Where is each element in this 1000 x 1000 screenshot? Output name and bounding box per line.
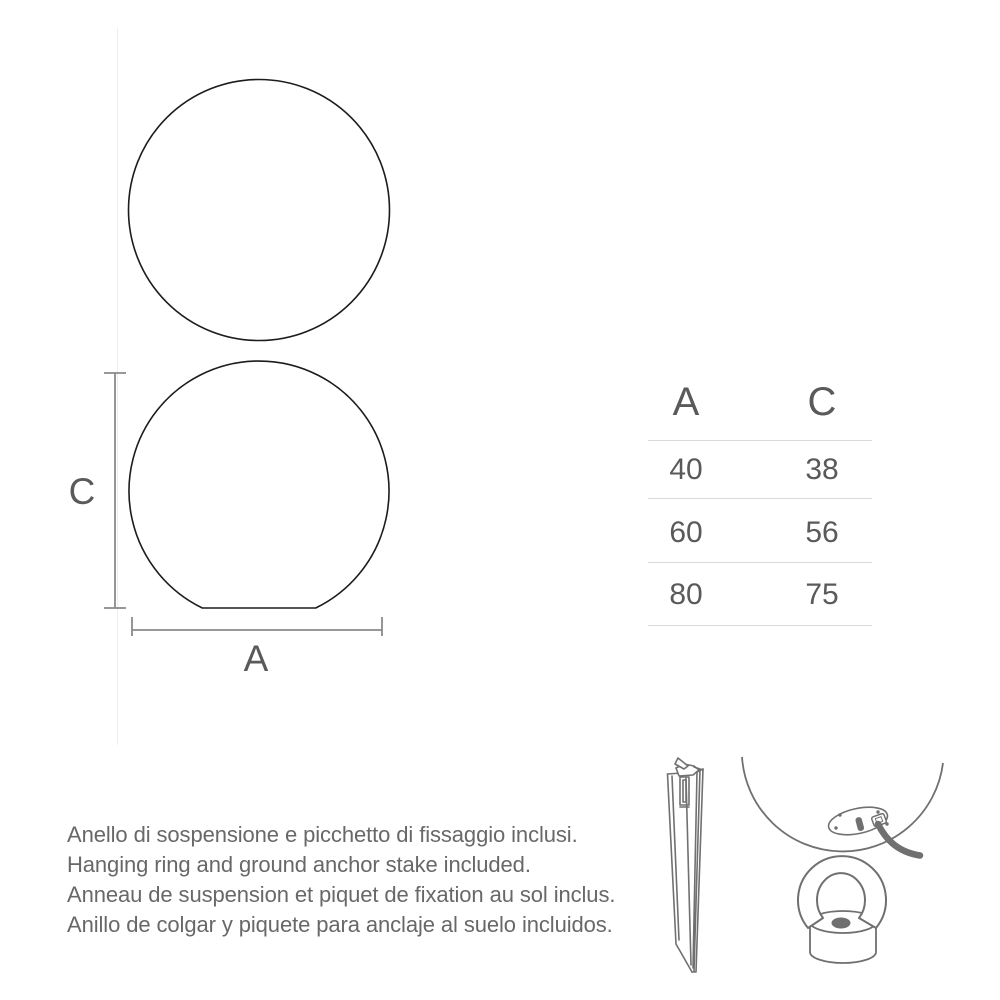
note-line-it: Anello di sospensione e picchetto di fissaggio inclusi. — [67, 822, 578, 847]
table-row — [648, 448, 872, 492]
hanging-ring-icon — [798, 856, 886, 963]
screw-dot — [876, 810, 879, 813]
value-c: 75 — [805, 578, 839, 611]
value-a: 40 — [669, 453, 703, 486]
value-a: 60 — [669, 516, 703, 549]
sphere-top-outline — [129, 80, 390, 341]
table-rule — [648, 498, 872, 499]
ring-base-hole — [832, 918, 851, 929]
accessory-drawings — [640, 740, 980, 990]
size-table-header — [648, 380, 872, 424]
table-rule — [648, 440, 872, 441]
dimension-label-c: C — [68, 471, 96, 512]
note-line-es: Anillo de colgar y piquete para anclaje al suelo incluidos. — [67, 912, 613, 937]
size-table — [648, 378, 872, 628]
sphere-dimension-diagram — [0, 0, 420, 700]
dimension-label-a: A — [243, 638, 269, 679]
included-accessories-notes — [67, 820, 615, 940]
screw-dot — [834, 826, 837, 829]
sphere-bottom-outline — [129, 361, 389, 608]
table-rule — [648, 562, 872, 563]
power-cable — [878, 824, 920, 856]
screw-dot — [838, 813, 841, 816]
dimension-line-a — [132, 617, 382, 636]
table-rule — [648, 625, 872, 626]
sphere-base-cable-icon — [742, 757, 943, 856]
sphere-bottom-arc — [742, 757, 943, 851]
value-c: 56 — [805, 516, 839, 549]
value-c: 38 — [805, 453, 839, 486]
size-table-header-a: A — [672, 380, 700, 424]
table-row — [648, 573, 872, 617]
note-line-fr: Anneau de suspension et piquet de fixation au sol inclus. — [67, 882, 616, 907]
dimension-line-c — [104, 373, 126, 608]
note-line-en: Hanging ring and ground anchor stake included. — [67, 852, 531, 877]
value-a: 80 — [669, 578, 703, 611]
size-table-header-c: C — [807, 380, 837, 424]
table-row — [648, 511, 872, 555]
ground-stake-icon — [668, 758, 704, 972]
